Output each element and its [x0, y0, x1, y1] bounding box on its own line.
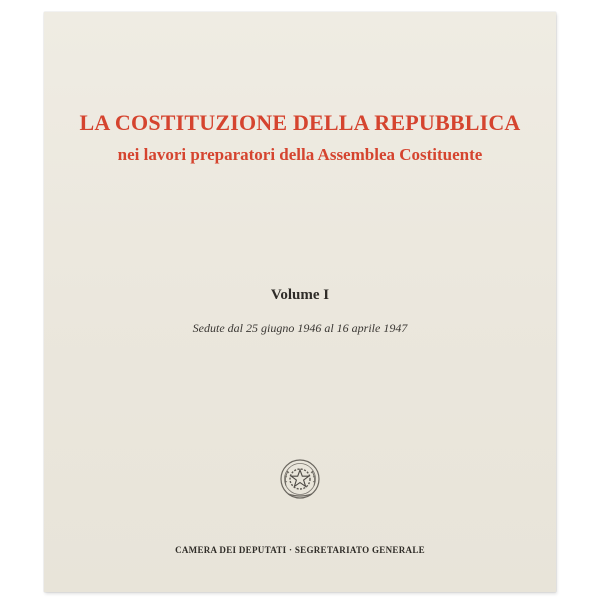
- publisher-line: CAMERA DEI DEPUTATI · SEGRETARIATO GENERALE: [175, 545, 425, 555]
- italian-republic-emblem-icon: [278, 456, 322, 500]
- cover-subtitle: nei lavori preparatori della Assemblea Costituente: [117, 145, 483, 164]
- book-cover: [44, 12, 556, 592]
- volume-number: Volume I: [270, 287, 330, 303]
- session-dates: Sedute dal 25 giugno 1946 al 16 aprile 1947: [192, 321, 408, 335]
- cover-title: LA COSTITUZIONE DELLA REPUBBLICA: [79, 110, 521, 135]
